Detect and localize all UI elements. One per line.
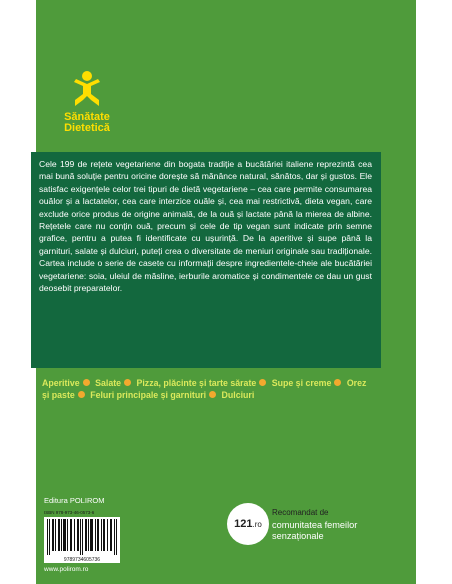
badge-suffix: .ro [252, 520, 262, 529]
bullet-icon [78, 391, 85, 398]
category-list [42, 378, 368, 401]
isbn-text: ISBN 978-973-46-0573-6 [44, 510, 95, 515]
category-item: Salate [95, 378, 122, 388]
partner-badge [227, 503, 269, 545]
bullet-icon [209, 391, 216, 398]
bullet-icon [334, 379, 341, 386]
bullet-icon [259, 379, 266, 386]
bullet-icon [124, 379, 131, 386]
series-name [52, 112, 122, 134]
barcode-icon [44, 517, 120, 557]
category-item: Supe și creme [271, 378, 332, 388]
series-logo [52, 70, 122, 145]
category-item: Aperitive [42, 378, 80, 388]
publisher-name: Editura POLIROM [44, 496, 105, 505]
publisher-website: www.polirom.ro [44, 566, 89, 573]
series-name-line1: Sănătate [64, 111, 110, 123]
book-description: Cele 199 de rețete vegetariene din bogata tradiție a bucătăriei italiene reprezintă cea mai bună soluție pentru oricine dorește să mănânce natural, sănătos, dar și gustos. Ele satisfac exigențele celor trei tipuri de dietă vegetariene – cea care permite consumarea ouălor și a lactatelor, cea care interzice ouăle și, cea mai restrictivă, dieta vegan, care exclude orice produs de origine animală, de la ouă și lactate până la mierea de albine. Rețetele care nu conțin ouă, precum și cele de tip vegan sunt indicate prin semne grafice, pentru a putea fi identificate cu ușurință. De la aperitive și supe până la garnituri, salate și dulciuri, puteți crea o diversitate de meniuri originale sau tradiționale. Cartea include o serie de casete cu informații despre ingredientele-cheie ale bucătăriei vegetariene: soia, uleiul de măsline, ierburile aromatice și condimentele ce dau un gust deosebit preparatelor. [39, 159, 372, 294]
person-logo-icon [71, 70, 103, 110]
series-name-line2: Dietetică [64, 122, 110, 134]
recommendation-org: comunitatea femeilor senzaționale [272, 520, 358, 541]
bullet-icon [83, 379, 90, 386]
category-item: Dulciuri [221, 389, 255, 400]
badge-number: 121 [234, 518, 253, 530]
category-item: Orez și paste [42, 378, 367, 400]
barcode-number: 9789734605736 [44, 557, 120, 563]
description-panel [31, 152, 381, 368]
category-item: Pizza, plăcinte și tarte sărate [136, 378, 257, 388]
category-item: Feluri principale și garnituri [90, 389, 207, 400]
recommendation-label: Recomandat de [272, 508, 329, 517]
